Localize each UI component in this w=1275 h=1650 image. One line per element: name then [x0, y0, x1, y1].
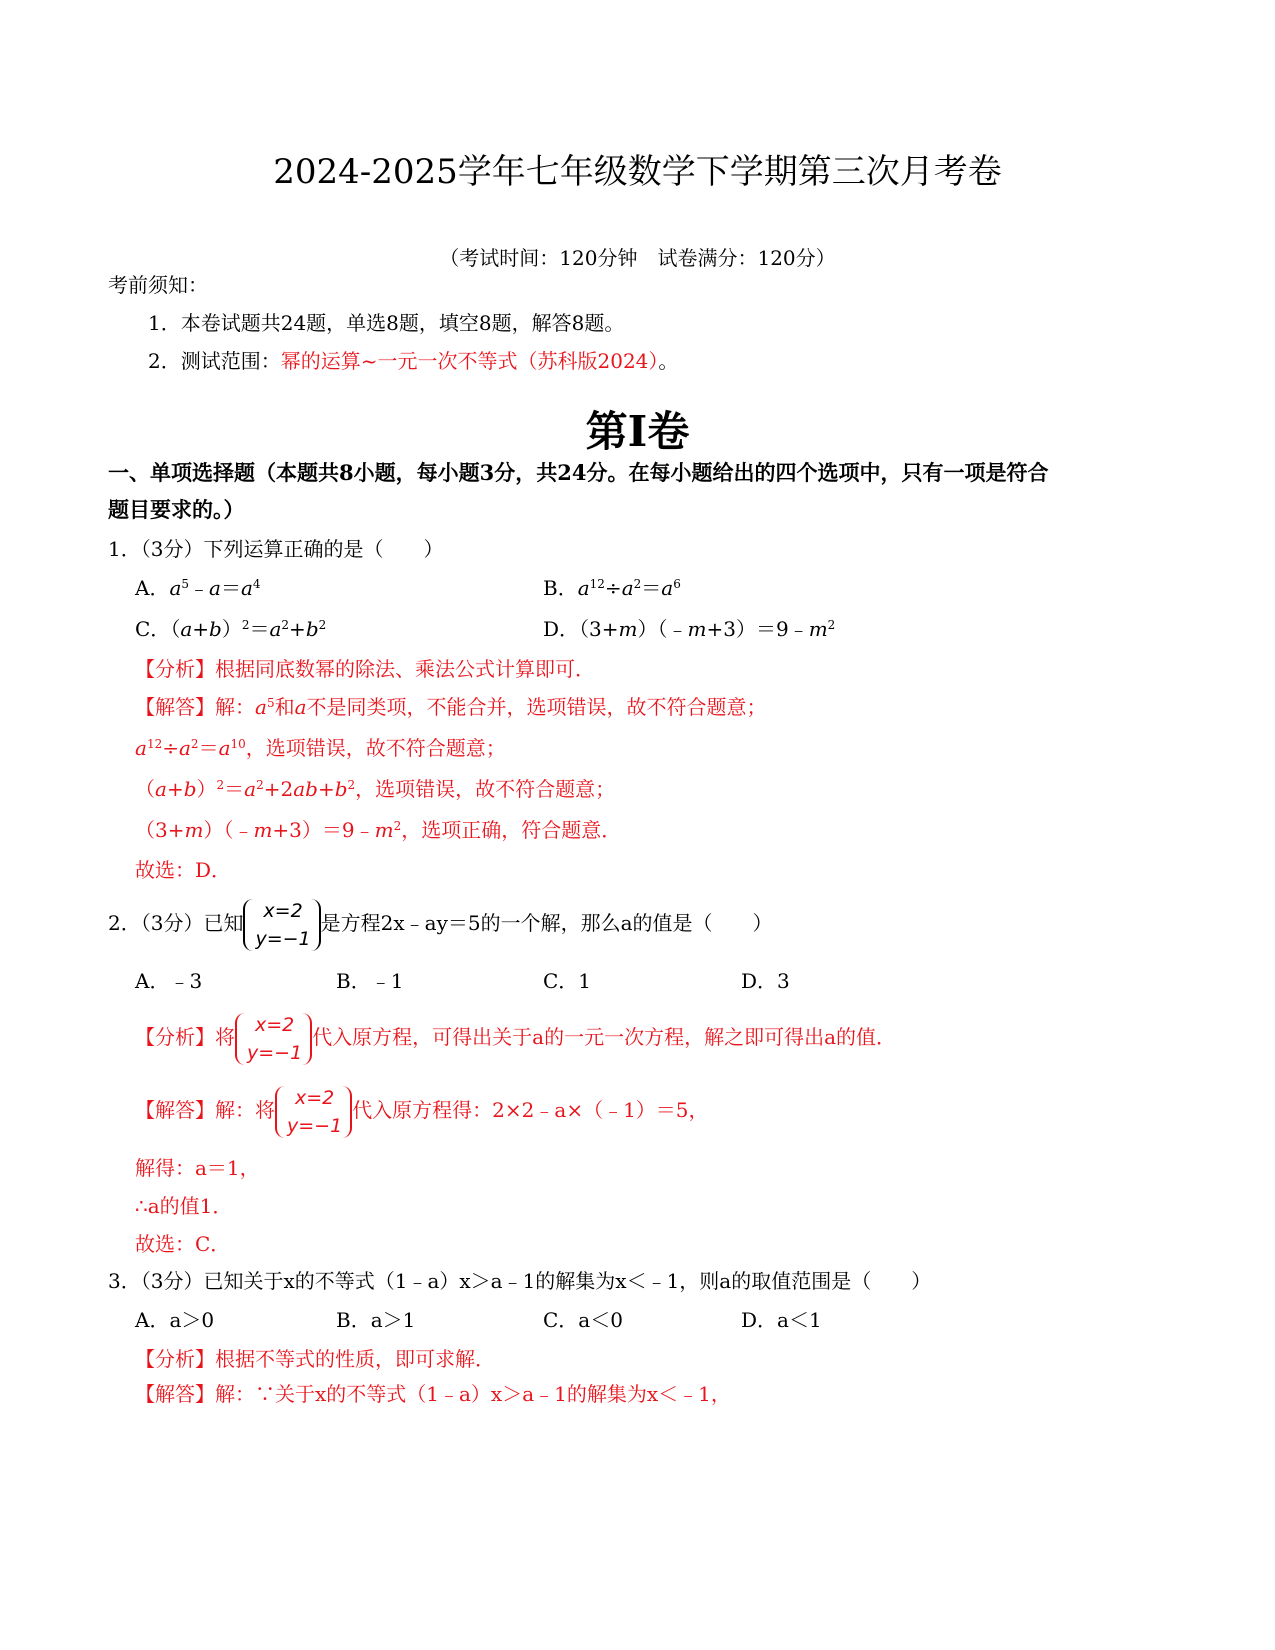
answer-tag: 【解答】 — [135, 1382, 215, 1406]
option-label: A． — [135, 576, 170, 600]
q1-option-b: B．$a^{12}\div a^2=a^6$ — [543, 576, 681, 600]
page-title: 2024-2025学年七年级数学下学期第三次月考卷 — [273, 152, 1002, 192]
q3-option-a: A．a＞0 — [135, 1308, 215, 1332]
notice-item-2-prefix: 2．测试范围： — [148, 349, 281, 373]
exam-info: （考试时间：120分钟 试卷满分：120分） — [439, 246, 836, 270]
notice-item-2 — [148, 348, 678, 374]
q3-analysis — [135, 1346, 495, 1372]
stem-suffix: 是方程2x﹣ay＝5的一个解，那么a的值是（ ） — [320, 911, 773, 935]
question-2-stem — [108, 893, 773, 953]
answer-intro: 解： — [215, 695, 255, 719]
answer-text: 解：∵关于x的不等式（1﹣a）x＞a﹣1的解集为x＜﹣1， — [215, 1382, 731, 1406]
question-3-stem: 3．（3分）已知关于x的不等式（1﹣a）x＞a﹣1的解集为x＜﹣1，则a的取值范围是（ ） — [108, 1269, 932, 1293]
analysis-tag: 【分析】 — [135, 1025, 215, 1049]
q2-answer — [135, 1080, 709, 1140]
q3-option-b: B．a＞1 — [336, 1308, 416, 1332]
analysis-text: 根据不等式的性质，即可求解． — [215, 1347, 495, 1371]
q2-choice: 故选：C． — [135, 1232, 231, 1256]
answer-text: 代入原方程得：2×2﹣a×（﹣1）＝5， — [352, 1098, 709, 1122]
notice-heading: 考前须知： — [108, 273, 208, 297]
analysis-text: 代入原方程，可得出关于a的一元一次方程，解之即可得出a的值． — [312, 1025, 897, 1049]
q1-answer-line-3: $(a+b)^2=a^2+2ab+b^2$，选项错误，故不符合题意； — [135, 777, 616, 801]
section-heading: 一、单项选择题（本题共8小题，每小题3分，共24分。在每小题给出的四个选项中，只有一项是符合 — [108, 460, 1049, 485]
test-range: 幂的运算~一元一次不等式（苏科版2024） — [280, 349, 659, 373]
volume-title: 第Ⅰ卷 — [585, 407, 690, 456]
analysis-tag: 【分析】 — [135, 1347, 215, 1371]
answer-text: 不是同类项，不能合并，选项错误，故不符合题意； — [306, 695, 767, 719]
system-row: y=−1 — [255, 927, 311, 950]
answer-text: ，选项错误，故不符合题意； — [245, 736, 506, 760]
q2-analysis — [135, 1007, 896, 1067]
answer-tag: 【解答】 — [135, 695, 215, 719]
q1-analysis — [135, 656, 595, 682]
q2-option-d: D．3 — [741, 969, 790, 993]
stem-prefix: 2．（3分）已知 — [108, 911, 244, 935]
system-row: y=−1 — [247, 1041, 303, 1064]
q2-therefore: ∴a的值1． — [135, 1194, 233, 1218]
q1-answer-line-2: $a^{12}\div a^2=a^{10}$，选项错误，故不符合题意； — [135, 736, 506, 760]
q3-option-c: C．a＜0 — [543, 1308, 623, 1332]
answer-tag: 【解答】 — [135, 1098, 215, 1122]
equation-system — [243, 897, 320, 953]
answer-text: ，选项错误，故不符合题意； — [355, 777, 616, 801]
section-heading-cont: 题目要求的。） — [108, 497, 245, 522]
q1-option-d: D．$(3+m)(﹣m+3)=9﹣m^2$ — [543, 617, 836, 641]
q1-answer-line-4: $(3+m)(﹣m+3)=9﹣m^2$，选项正确，符合题意． — [135, 818, 622, 842]
q2-option-a: A．﹣3 — [135, 969, 203, 993]
system-row: x=2 — [254, 1013, 295, 1036]
q2-option-c: C．1 — [543, 969, 592, 993]
question-1-stem: 1．（3分）下列运算正确的是（ ） — [108, 537, 444, 561]
answer-prefix: 解：将 — [215, 1098, 275, 1122]
q2-option-b: B．﹣1 — [336, 969, 404, 993]
option-label: B． — [543, 576, 578, 600]
system-row: x=2 — [294, 1086, 335, 1109]
q3-option-d: D．a＜1 — [741, 1308, 822, 1332]
q1-option-a: A．$a^5﹣a=a^4$ — [135, 576, 261, 600]
answer-text: ，选项正确，符合题意． — [401, 818, 622, 842]
option-label: D． — [543, 617, 580, 641]
q1-choice: 故选：D． — [135, 858, 232, 882]
equation-system — [235, 1011, 312, 1067]
notice-item-1: 1．本卷试题共24题，单选8题，填空8题，解答8题。 — [148, 311, 625, 335]
analysis-text: 根据同底数幂的除法、乘法公式计算即可． — [215, 657, 595, 681]
q1-option-c: C．$(a+b)^2=a^2+b^2$ — [135, 617, 327, 641]
system-row: y=−1 — [287, 1114, 343, 1137]
analysis-prefix: 将 — [215, 1025, 235, 1049]
option-label: C． — [135, 617, 171, 641]
q2-solve: 解得：a＝1， — [135, 1156, 260, 1180]
analysis-tag: 【分析】 — [135, 657, 215, 681]
equation-system — [275, 1084, 352, 1140]
q3-answer — [135, 1381, 731, 1407]
q1-answer-line-1: 【解答】解：$a^5$和a不是同类项，不能合并，选项错误，故不符合题意； — [135, 695, 767, 719]
system-row: x=2 — [263, 899, 303, 922]
notice-item-2-suffix: 。 — [658, 349, 679, 373]
